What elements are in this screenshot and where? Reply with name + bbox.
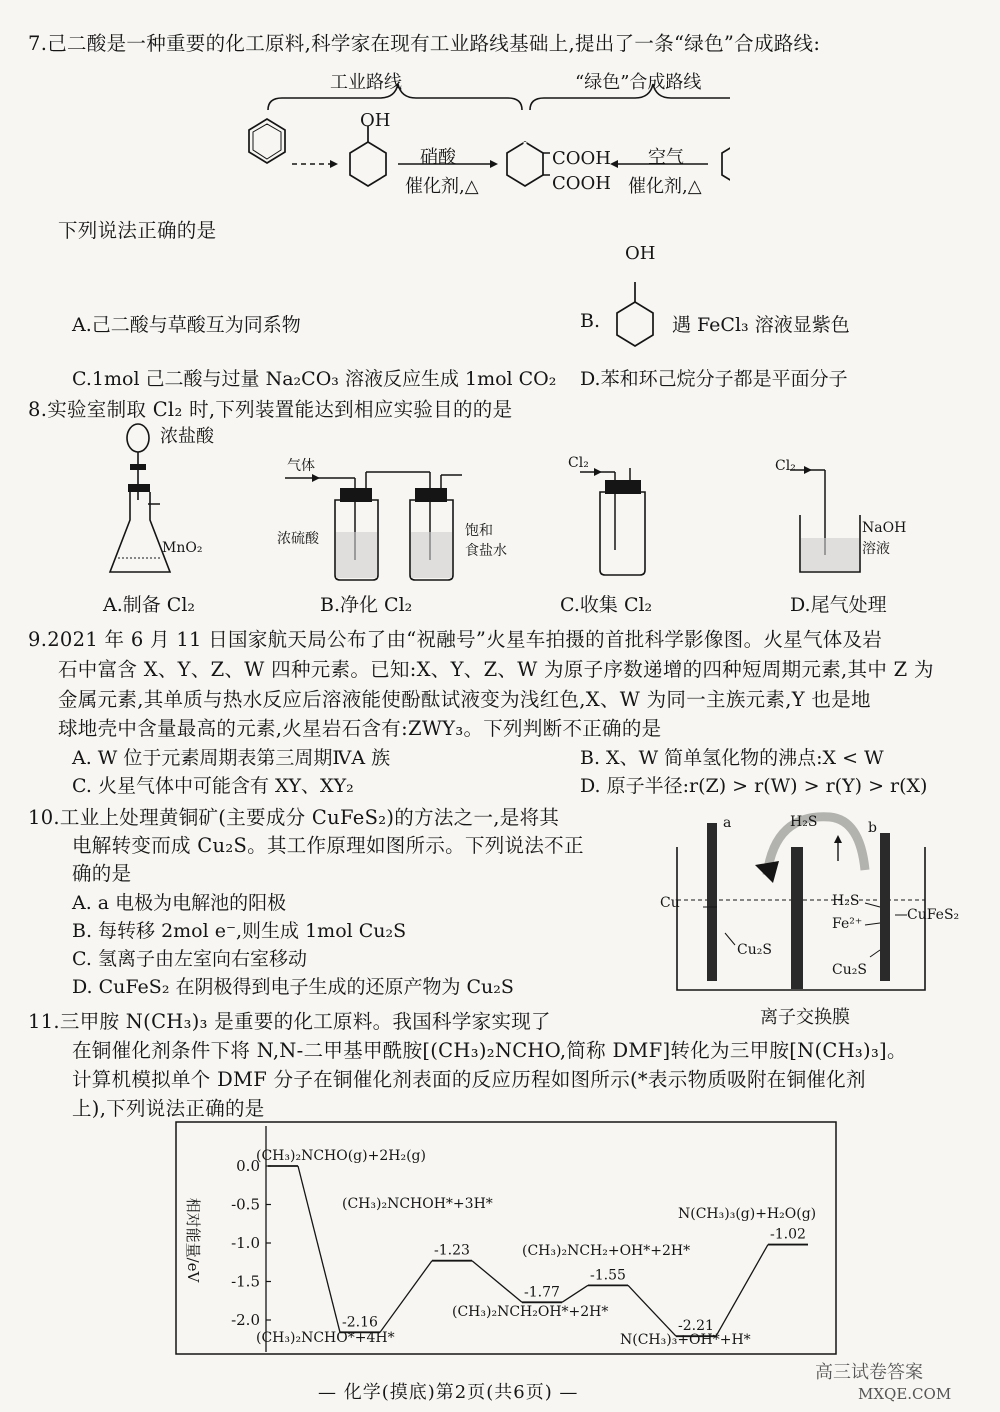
y-tick-label: -1.0 — [231, 1234, 260, 1252]
energy-connector — [472, 1261, 522, 1303]
q7-option-b-prefix: B. — [580, 310, 601, 332]
q8-caption-b: B.净化 Cl₂ — [320, 594, 413, 616]
adipic-acid-structure — [507, 142, 550, 186]
q11-line-2: 在铜催化剂条件下将 N,N-二甲基甲酰胺[(CH₃)₂NCHO,简称 DMF]转化为三甲胺[N(CH₃)₃]。 — [72, 1039, 907, 1062]
q10-option-a: A. a 电极为电解池的阳极 — [72, 892, 287, 914]
species-label: (CH₃)₂NCH₂+OH*+2H* — [522, 1243, 691, 1259]
label-conc-h2so4: 浓硫酸 — [277, 531, 319, 547]
apparatus-d-beaker — [790, 466, 860, 572]
ion-exchange-membrane — [791, 847, 803, 989]
q9-line-3: 金属元素,其单质与热水反应后溶液能使酚酞试液变为浅红色,X、W 为同一主族元素,Y 也是地 — [58, 688, 871, 711]
q10-option-b: B. 每转移 2mol e⁻,则生成 1mol Cu₂S — [72, 920, 407, 942]
q7-option-d: D.苯和环己烷分子都是平面分子 — [580, 368, 848, 390]
electrode-b-label: b — [868, 820, 877, 836]
electrode-b — [880, 833, 890, 981]
label-conc-hcl: 浓盐酸 — [160, 426, 214, 447]
benzene-structure — [249, 119, 285, 163]
cyclohexane-structure — [722, 142, 730, 186]
watermark-url: MXQE.COM — [858, 1385, 952, 1403]
q7-option-b-oh: OH — [625, 243, 656, 264]
ion-exchange-membrane-caption: 离子交换膜 — [760, 1007, 850, 1028]
y-axis-label: 相对能量/eV — [184, 1197, 202, 1283]
apparatus-c-collection-bottle — [580, 468, 645, 575]
h2s-label: H₂S — [832, 893, 860, 909]
energy-connector — [716, 1245, 768, 1337]
q9-line-1: 9.2021 年 6 月 11 日国家航天局公布了由“祝融号”火星车拍摄的首批科学影像图。火星气体及岩 — [28, 628, 883, 651]
label-gas: 气体 — [287, 458, 315, 474]
y-tick-label: -1.5 — [231, 1272, 260, 1291]
q10-line-3: 确的是 — [72, 862, 132, 885]
q9-option-d: D. 原子半径:r(Z) > r(W) > r(Y) > r(X) — [580, 775, 928, 797]
value-label: -2.21 — [678, 1318, 714, 1335]
q8-stem: 8.实验室制取 Cl₂ 时,下列装置能达到相应实验目的的是 — [28, 398, 513, 421]
q11-line-4: 上),下列说法正确的是 — [72, 1097, 265, 1120]
energy-profile-chart — [170, 1120, 840, 1358]
label-mno2: MnO₂ — [162, 540, 203, 556]
q9-option-a: A. W 位于元素周期表第三周期ⅣA 族 — [72, 747, 391, 769]
q10-line-2: 电解转变而成 Cu₂S。其工作原理如图所示。下列说法不正 — [72, 834, 584, 857]
q7-option-b-cyclohexanol-structure — [600, 262, 670, 352]
q11-line-3: 计算机模拟单个 DMF 分子在铜催化剂表面的反应历程如图所示(*表示物质吸附在铜催化剂 — [72, 1068, 866, 1091]
page-footer: — 化学(摸底)第2页(共6页) — — [318, 1382, 579, 1403]
cu2s-right-label: Cu₂S — [832, 962, 867, 978]
label-naoh: NaOH — [862, 520, 907, 536]
value-label: -1.55 — [590, 1267, 626, 1284]
oh-label: OH — [360, 110, 391, 131]
q7-option-c: C.1mol 己二酸与过量 Na₂CO₃ 溶液反应生成 1mol CO₂ — [72, 368, 557, 390]
reagent1-top: 硝酸 — [420, 147, 456, 168]
label-saturated: 饱和 — [465, 523, 493, 539]
y-tick-label: -0.5 — [231, 1195, 260, 1214]
q10-option-d: D. CuFeS₂ 在阴极得到电子生成的还原产物为 Cu₂S — [72, 976, 514, 998]
q8-caption-d: D.尾气处理 — [790, 594, 887, 616]
fe2-label: Fe²⁺ — [832, 916, 863, 932]
h2s-top-label: H₂S — [790, 814, 818, 830]
energy-connector — [562, 1285, 588, 1302]
q7-stem: 7.己二酸是一种重要的化工原料,科学家在现有工业路线基础上,提出了一条“绿色”合成路线: — [28, 32, 821, 55]
electrode-a-label: a — [723, 815, 732, 831]
y-tick-label: -2.0 — [231, 1311, 260, 1329]
q7-option-a: A.己二酸与草酸互为同系物 — [72, 314, 301, 336]
q10-option-c: C. 氢离子由左室向右室移动 — [72, 948, 307, 970]
cu-label: Cu — [660, 895, 680, 911]
apparatus-b-wash-bottles — [285, 472, 462, 580]
species-label: (CH₃)₂NCH₂OH*+2H* — [452, 1304, 609, 1320]
cooh-1: COOH — [552, 148, 611, 169]
cyclohexanol-structure — [350, 126, 386, 186]
species-label: N(CH₃)₃+OH*+H* — [620, 1332, 751, 1348]
species-label: (CH₃)₂NCHOH*+3H* — [342, 1196, 493, 1212]
species-label: (CH₃)₂NCHO(g)+2H₂(g) — [256, 1148, 426, 1164]
energy-connector — [380, 1261, 432, 1333]
reagent2-bottom: 催化剂,△ — [628, 176, 702, 197]
label-brine: 食盐水 — [465, 543, 507, 559]
watermark-title: 高三试卷答案 — [815, 1362, 923, 1383]
q7-prompt: 下列说法正确的是 — [58, 219, 217, 242]
q9-line-4: 球地壳中含量最高的元素,火星岩石含有:ZWY₃。下列判断不正确的是 — [58, 717, 662, 740]
y-tick-label: 0.0 — [236, 1157, 260, 1175]
route-green-label: “绿色”合成路线 — [575, 72, 702, 93]
energy-connector — [298, 1166, 340, 1332]
cooh-2: COOH — [552, 173, 611, 194]
value-label: -1.02 — [770, 1226, 806, 1243]
value-label: -1.77 — [524, 1284, 560, 1301]
route-industrial-label: 工业路线 — [330, 72, 402, 93]
value-label: -1.23 — [434, 1242, 470, 1259]
q9-option-b: B. X、W 简单氢化物的沸点:X < W — [580, 747, 884, 769]
species-label: (CH₃)₂NCHO*+4H* — [256, 1330, 395, 1346]
label-d-cl2: Cl₂ — [775, 458, 796, 474]
species-label: N(CH₃)₃(g)+H₂O(g) — [678, 1206, 817, 1222]
label-c-cl2: Cl₂ — [568, 455, 589, 471]
reagent2-top: 空气 — [648, 147, 684, 168]
cufes2-label: CuFeS₂ — [907, 907, 960, 923]
energy-connector — [628, 1285, 676, 1336]
label-solution: 溶液 — [862, 541, 890, 557]
q11-line-1: 11.三甲胺 N(CH₃)₃ 是重要的化工原料。我国科学家实现了 — [28, 1010, 551, 1033]
q8-caption-c: C.收集 Cl₂ — [560, 594, 653, 616]
q10-line-1: 10.工业上处理黄铜矿(主要成分 CuFeS₂)的方法之一,是将其 — [28, 806, 560, 829]
q10-electrolysis-diagram — [655, 805, 955, 1005]
q9-option-c: C. 火星气体中可能含有 XY、XY₂ — [72, 775, 354, 797]
q7-option-b-text: 遇 FeCl₃ 溶液显紫色 — [672, 314, 850, 336]
q8-caption-a: A.制备 Cl₂ — [103, 594, 196, 616]
cu2s-left-label: Cu₂S — [737, 942, 772, 958]
q9-line-2: 石中富含 X、Y、Z、W 四种元素。已知:X、Y、Z、W 为原子序数递增的四种短周期元素,其中 Z 为 — [58, 658, 934, 681]
value-label: -2.16 — [342, 1314, 378, 1331]
reagent1-bottom: 催化剂,△ — [405, 176, 479, 197]
electrode-a — [707, 823, 717, 981]
